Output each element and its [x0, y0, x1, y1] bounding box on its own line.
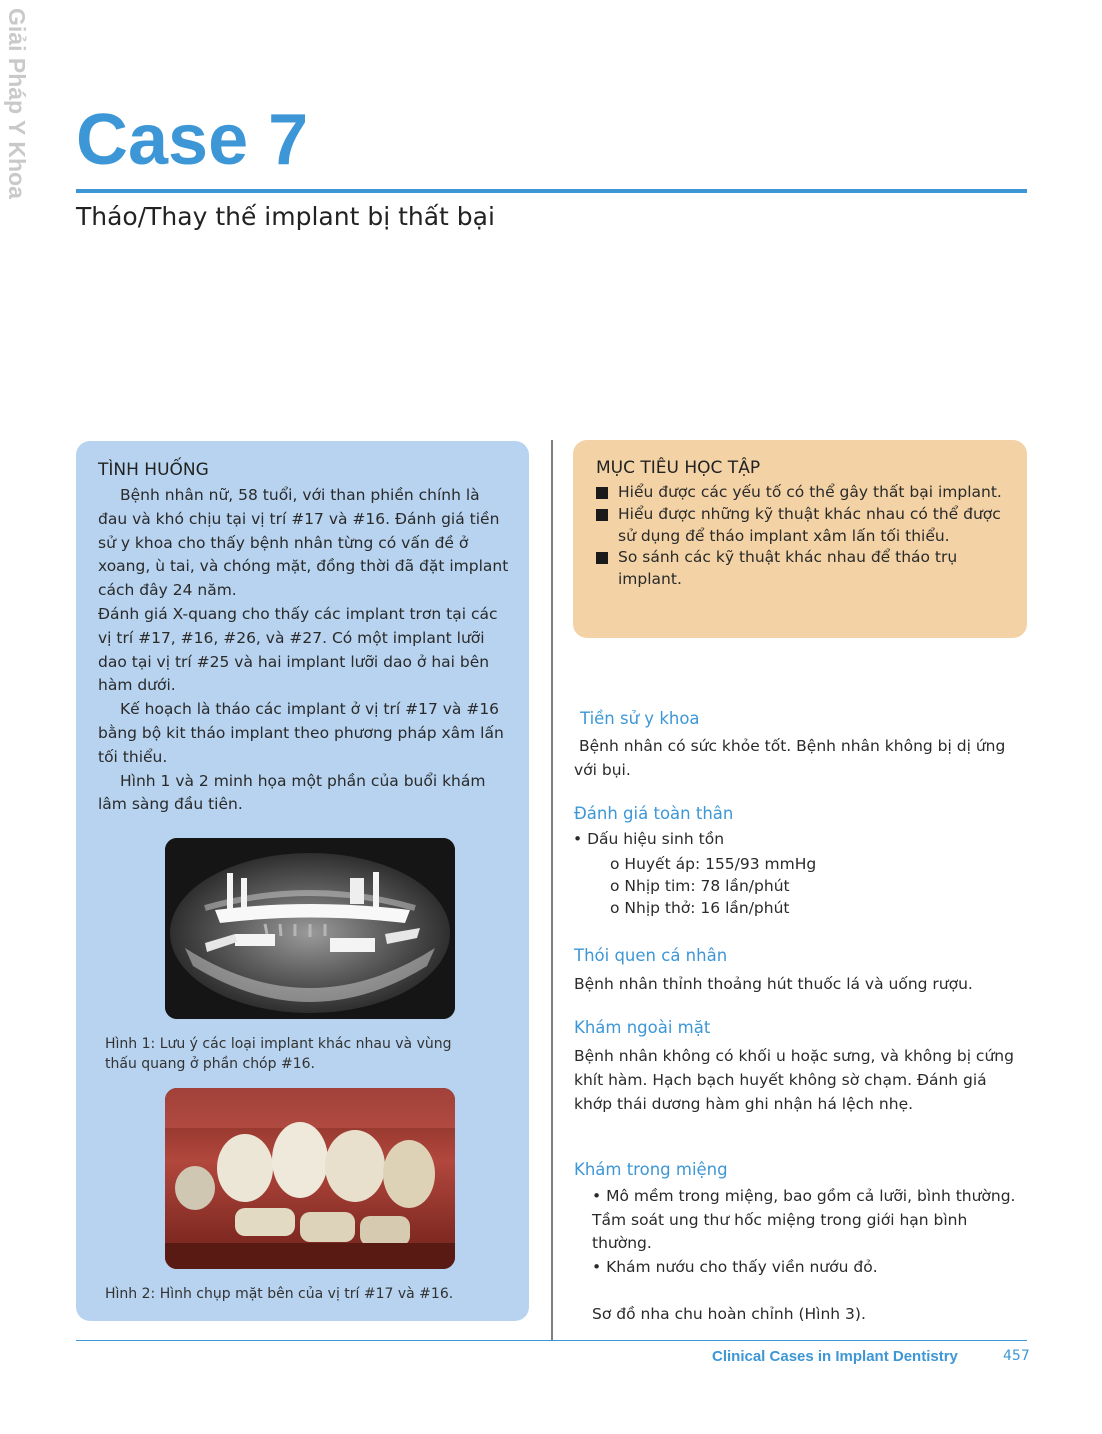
- page-number: 457: [1003, 1348, 1030, 1364]
- case-paragraph: Bệnh nhân nữ, 58 tuổi, với than phiền chính là đau và khó chịu tại vị trí #17 và #16. Đánh giá tiền sử y khoa cho thấy bệnh nhân từng có vấn đề ở xoang, ù tai, và chóng mặt, đồng thời đã đặt implant cách đây 24 năm.: [98, 486, 509, 600]
- square-bullet-icon: [596, 487, 608, 499]
- habits-heading: Thói quen cá nhân: [574, 946, 728, 965]
- list-item: Hiểu được những kỹ thuật khác nhau có thể được sử dụng để tháo implant xâm lấn tối thiểu.: [596, 504, 1006, 548]
- intraoral-photo: [165, 1088, 455, 1269]
- xray-image: [165, 838, 455, 1019]
- intraoral-item: • Mô mềm trong miệng, bao gồm cả lưỡi, bình thường. Tầm soát ung thư hốc miệng trong giới hạn bình thường.: [592, 1187, 1016, 1252]
- figure-2-caption: Hình 2: Hình chụp mặt bên của vị trí #17 và #16.: [105, 1286, 454, 1302]
- vital-item: o Huyết áp: 155/93 mmHg: [610, 855, 817, 873]
- medical-history-text: Bệnh nhân có sức khỏe tốt. Bệnh nhân không bị dị ứng với bụi.: [574, 737, 1006, 779]
- list-item: Hiểu được các yếu tố có thể gây thất bại implant.: [596, 482, 1006, 504]
- case-paragraph: Kế hoạch là tháo các implant ở vị trí #17 và #16 bằng bộ kit tháo implant theo phương pháp xâm lấn tối thiểu.: [98, 700, 504, 766]
- square-bullet-icon: [596, 509, 608, 521]
- vital-item: o Nhịp thở: 16 lần/phút: [610, 899, 790, 917]
- extraoral-text: Bệnh nhân không có khối u hoặc sưng, và không bị cứng khít hàm. Hạch bạch huyết không sờ chạm. Đánh giá khớp thái dương hàm ghi nhận há lệch nhẹ.: [574, 1047, 1014, 1113]
- column-divider: [551, 440, 553, 1340]
- square-bullet-icon: [596, 552, 608, 564]
- sidebar-label: Giải Pháp Y Khoa: [4, 8, 30, 199]
- list-item: So sánh các kỹ thuật khác nhau để tháo trụ implant.: [596, 547, 1006, 591]
- case-subtitle: Tháo/Thay thế implant bị thất bại: [76, 202, 495, 231]
- habits-text: Bệnh nhân thỉnh thoảng hút thuốc lá và uống rượu.: [574, 975, 973, 993]
- learning-objectives-box: [573, 440, 1027, 638]
- footer-book-title: Clinical Cases in Implant Dentistry: [712, 1348, 958, 1365]
- case-heading: TÌNH HUỐNG: [98, 460, 209, 480]
- objectives-list: [596, 482, 1006, 591]
- general-assessment-heading: Đánh giá toàn thân: [574, 804, 734, 823]
- vital-item: o Nhịp tim: 78 lần/phút: [610, 877, 790, 895]
- case-title: Case 7: [76, 100, 309, 180]
- xray-figure: [165, 838, 455, 1019]
- extraoral-heading: Khám ngoài mặt: [574, 1018, 711, 1037]
- periodontal-chart-note: Sơ đồ nha chu hoàn chỉnh (Hình 3).: [592, 1305, 866, 1323]
- objectives-heading: MỤC TIÊU HỌC TẬP: [596, 458, 761, 478]
- case-text: [98, 484, 510, 817]
- figure-1-caption: Hình 1: Lưu ý các loại implant khác nhau và vùng thấu quang ở phần chóp #16.: [105, 1036, 452, 1072]
- title-rule: [76, 189, 1027, 193]
- intraoral-photo-figure: [165, 1088, 455, 1269]
- case-scenario-box: [76, 441, 529, 1321]
- case-paragraph: Hình 1 và 2 minh họa một phần của buổi khám lâm sàng đầu tiên.: [98, 771, 486, 814]
- case-paragraph: Đánh giá X-quang cho thấy các implant trơn tại các vị trí #17, #16, #26, và #27. Có một implant lưỡi dao tại vị trí #25 và hai implant lưỡi dao ở hai bên hàm dưới.: [98, 604, 498, 695]
- intraoral-item: • Khám nướu cho thấy viền nướu đỏ.: [592, 1258, 878, 1276]
- medical-history-heading: Tiền sử y khoa: [580, 709, 700, 728]
- intraoral-heading: Khám trong miệng: [574, 1160, 728, 1179]
- vitals-bullet: • Dấu hiệu sinh tồn: [573, 830, 725, 848]
- footer-rule: [76, 1340, 1027, 1341]
